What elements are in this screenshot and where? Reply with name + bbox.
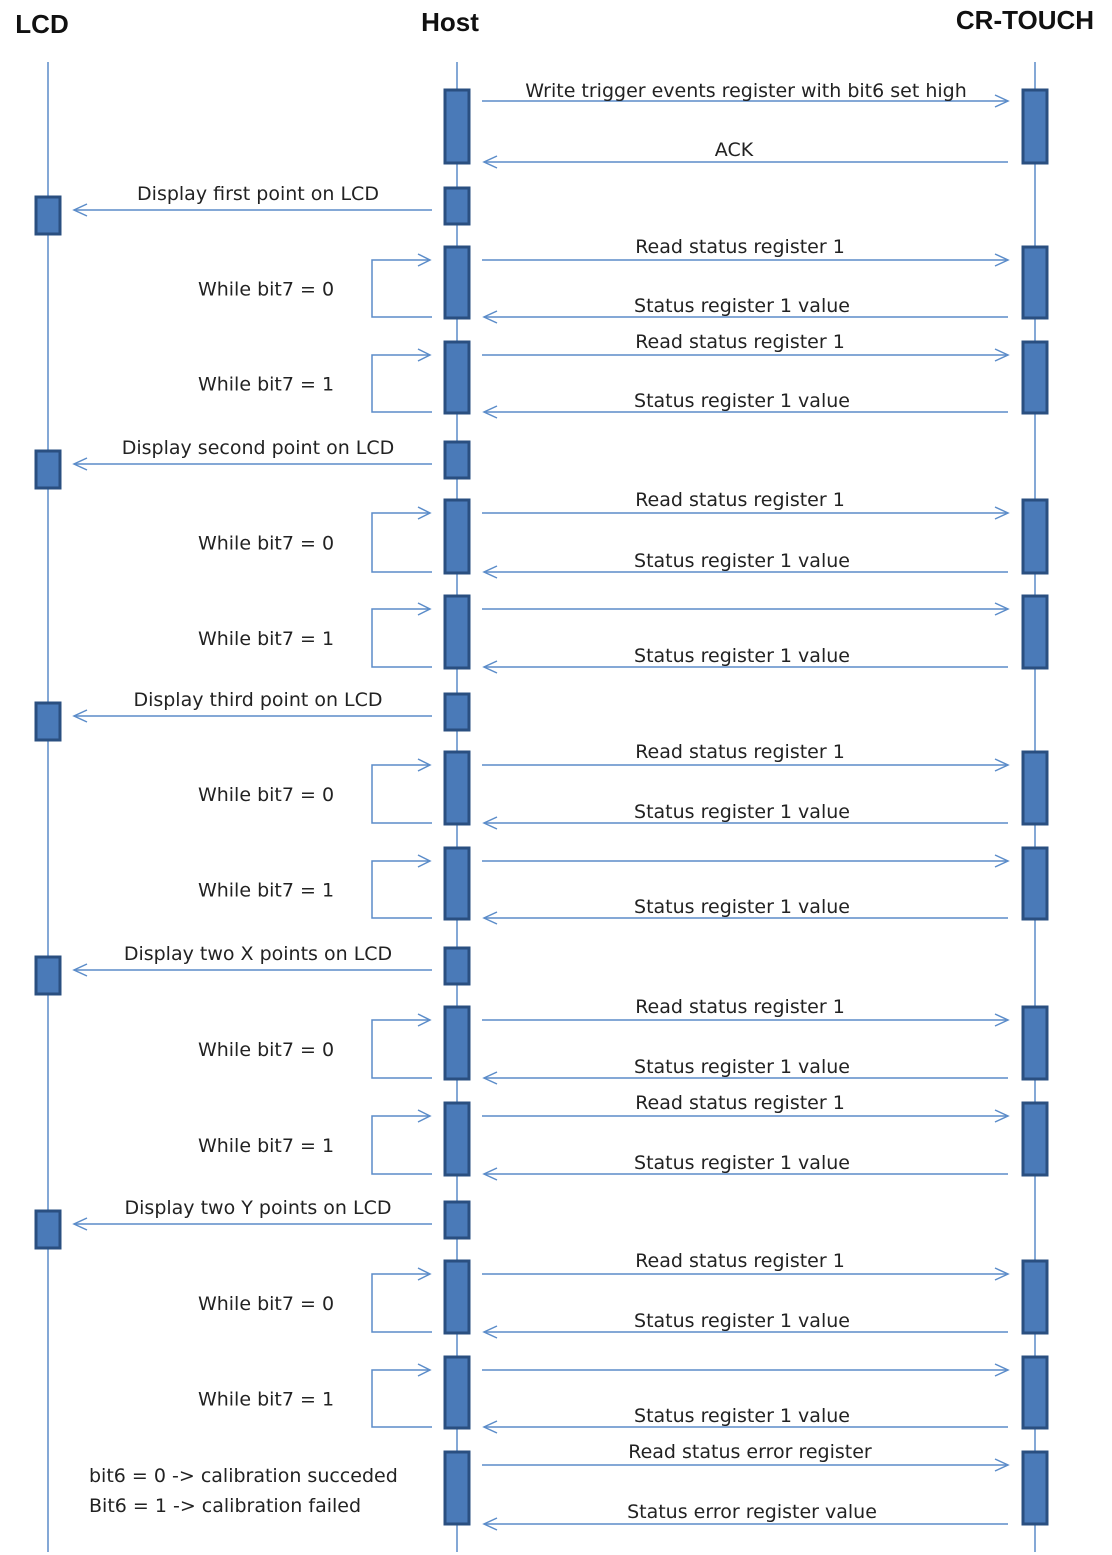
host-activation bbox=[445, 500, 469, 573]
host-activation bbox=[445, 1357, 469, 1428]
error-value-label: Status error register value bbox=[627, 1501, 877, 1523]
host-activation bbox=[445, 1452, 469, 1524]
loop-label: While bit7 = 1 bbox=[197, 373, 335, 396]
activation-boxes bbox=[36, 90, 1047, 1524]
host-activation bbox=[445, 90, 469, 163]
lcd-activation bbox=[36, 1211, 60, 1248]
loop-brackets bbox=[198, 254, 432, 1427]
crtouch-activation bbox=[1023, 500, 1047, 573]
note-calibration-failure: Bit6 = 1 -> calibration failed bbox=[89, 1495, 362, 1517]
display-second-label: Display second point on LCD bbox=[121, 437, 395, 459]
host-activation bbox=[445, 1261, 469, 1333]
poll-loop bbox=[198, 759, 432, 823]
read-status-label: Read status register 1 bbox=[635, 489, 845, 511]
poll-loop bbox=[198, 1364, 432, 1427]
crtouch-activation bbox=[1023, 1261, 1047, 1333]
loop-label: While bit7 = 0 bbox=[197, 784, 335, 806]
loop-label: While bit7 = 0 bbox=[197, 1293, 335, 1315]
loop-label: While bit7 = 0 bbox=[197, 278, 335, 301]
status-value-label: Status register 1 value bbox=[634, 390, 850, 412]
display-first-label: Display first point on LCD bbox=[137, 183, 379, 205]
loop-label: While bit7 = 1 bbox=[197, 628, 335, 650]
status-value-label: Status register 1 value bbox=[634, 801, 850, 823]
read-status-arrow bbox=[482, 855, 1008, 867]
host-activation bbox=[445, 1103, 469, 1175]
status-value-label: Status register 1 value bbox=[634, 295, 850, 317]
status-value-label: Status register 1 value bbox=[634, 550, 850, 572]
crtouch-activation bbox=[1023, 1103, 1047, 1175]
write-trigger-label: Write trigger events register with bit6 set high bbox=[525, 80, 967, 102]
poll-loop bbox=[198, 855, 432, 918]
status-value-label: Status register 1 value bbox=[634, 1405, 850, 1427]
display-first-arrow bbox=[74, 204, 432, 216]
poll-loop bbox=[198, 1268, 432, 1332]
read-status-arrow bbox=[482, 603, 1008, 615]
read-status-arrow bbox=[482, 1364, 1008, 1376]
ack-label: ACK bbox=[714, 139, 754, 161]
host-activation bbox=[445, 1202, 469, 1238]
lcd-activation bbox=[36, 451, 60, 488]
poll-loop bbox=[198, 603, 432, 667]
status-value-label: Status register 1 value bbox=[634, 1056, 850, 1078]
crtouch-activation bbox=[1023, 1357, 1047, 1428]
lcd-activation bbox=[36, 957, 60, 994]
host-activation bbox=[445, 1007, 469, 1079]
display-two-y-label: Display two Y points on LCD bbox=[124, 1197, 392, 1219]
read-status-label: Read status register 1 bbox=[635, 1092, 845, 1114]
crtouch-activation bbox=[1023, 752, 1047, 824]
loop-label: While bit7 = 1 bbox=[197, 1388, 335, 1411]
display-second-arrow bbox=[74, 458, 432, 470]
status-value-label: Status register 1 value bbox=[634, 1310, 850, 1332]
lane-title-lcd: LCD bbox=[15, 9, 69, 39]
lcd-activation bbox=[36, 197, 60, 234]
loop-label: While bit7 = 0 bbox=[197, 532, 335, 555]
poll-loop bbox=[198, 507, 432, 572]
read-status-label: Read status register 1 bbox=[635, 741, 845, 763]
crtouch-activation bbox=[1023, 1007, 1047, 1079]
host-activation bbox=[445, 442, 469, 478]
poll-loop bbox=[198, 1110, 432, 1174]
read-status-label: Read status register 1 bbox=[635, 1250, 845, 1272]
loop-label: While bit7 = 1 bbox=[197, 879, 335, 902]
lane-title-host: Host bbox=[421, 7, 479, 37]
host-activation bbox=[445, 848, 469, 919]
display-two-y-arrow bbox=[74, 1218, 432, 1230]
display-third-label: Display third point on LCD bbox=[133, 689, 383, 711]
crtouch-activation bbox=[1023, 848, 1047, 919]
read-status-label: Read status register 1 bbox=[635, 331, 845, 353]
crtouch-activation bbox=[1023, 90, 1047, 163]
host-activation bbox=[445, 188, 469, 224]
status-value-label: Status register 1 value bbox=[634, 1152, 850, 1174]
display-two-x-label: Display two X points on LCD bbox=[123, 943, 393, 965]
host-activation bbox=[445, 752, 469, 824]
status-value-label: Status register 1 value bbox=[634, 645, 850, 667]
display-third-arrow bbox=[74, 710, 432, 722]
poll-loop bbox=[198, 1014, 432, 1078]
crtouch-activation bbox=[1023, 1452, 1047, 1524]
host-activation bbox=[445, 694, 469, 730]
lane-title-crtouch: CR-TOUCH bbox=[955, 5, 1095, 35]
loop-label: While bit7 = 0 bbox=[197, 1039, 335, 1061]
status-value-label: Status register 1 value bbox=[634, 896, 850, 918]
crtouch-activation bbox=[1023, 596, 1047, 668]
host-activation bbox=[445, 247, 469, 318]
host-activation bbox=[445, 948, 469, 984]
note-calibration-success: bit6 = 0 -> calibration succeded bbox=[89, 1465, 398, 1487]
poll-loop bbox=[198, 254, 432, 317]
read-error-label: Read status error register bbox=[628, 1441, 872, 1463]
display-two-x-arrow bbox=[74, 964, 432, 976]
host-activation bbox=[445, 596, 469, 668]
poll-loop bbox=[198, 349, 432, 412]
read-status-label: Read status register 1 bbox=[635, 996, 845, 1018]
read-status-label: Read status register 1 bbox=[635, 236, 845, 258]
crtouch-activation bbox=[1023, 342, 1047, 413]
loop-label: While bit7 = 1 bbox=[197, 1135, 335, 1157]
lcd-activation bbox=[36, 703, 60, 740]
host-activation bbox=[445, 342, 469, 413]
crtouch-activation bbox=[1023, 247, 1047, 318]
